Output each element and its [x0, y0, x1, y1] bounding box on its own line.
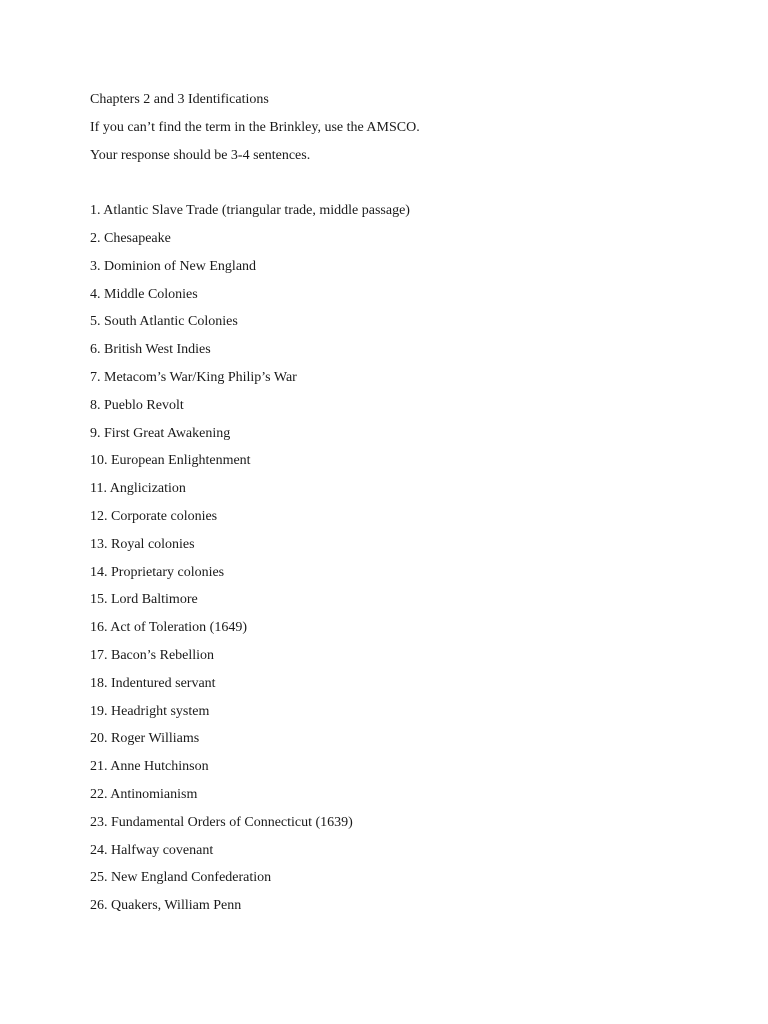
list-item: 20. Roger Williams	[90, 731, 200, 747]
list-item: 19. Headright system	[90, 703, 210, 719]
list-item: 10. European Enlightenment	[90, 453, 251, 469]
list-item: 11. Anglicization	[90, 481, 186, 497]
list-item: 26. Quakers, William Penn	[90, 898, 242, 914]
document-page	[90, 90, 690, 924]
list-item: 13. Royal colonies	[90, 536, 195, 552]
list-item: 1. Atlantic Slave Trade (triangular trade, middle passage)	[90, 203, 410, 219]
terms-list	[90, 201, 690, 916]
list-item: 8. Pueblo Revolt	[90, 397, 184, 413]
list-item: 3. Dominion of New England	[90, 258, 257, 274]
instruction-source: If you can’t find the term in the Brinkley, use the AMSCO.	[90, 119, 420, 135]
list-item: 15. Lord Baltimore	[90, 592, 198, 608]
list-item: 18. Indentured servant	[90, 675, 216, 691]
list-item: 12. Corporate colonies	[90, 508, 218, 524]
document-title: Chapters 2 and 3 Identifications	[90, 92, 269, 107]
spacer	[90, 173, 690, 193]
list-item: 14. Proprietary colonies	[90, 564, 225, 580]
list-item: 6. British West Indies	[90, 342, 211, 358]
list-item: 17. Bacon’s Rebellion	[90, 647, 215, 663]
list-item: 5. South Atlantic Colonies	[90, 314, 238, 330]
list-item: 9. First Great Awakening	[90, 425, 231, 441]
list-item: 23. Fundamental Orders of Connecticut (1639)	[90, 814, 353, 830]
list-item: 22. Antinomianism	[90, 786, 198, 802]
list-item: 7. Metacom’s War/King Philip’s War	[90, 369, 297, 385]
list-item: 4. Middle Colonies	[90, 286, 198, 302]
list-item: 16. Act of Toleration (1649)	[90, 620, 248, 636]
instruction-length: Your response should be 3-4 sentences.	[90, 147, 311, 163]
list-item: 2. Chesapeake	[90, 230, 171, 246]
list-item: 25. New England Confederation	[90, 870, 272, 886]
list-item: 21. Anne Hutchinson	[90, 759, 209, 775]
list-item: 24. Halfway covenant	[90, 842, 214, 858]
